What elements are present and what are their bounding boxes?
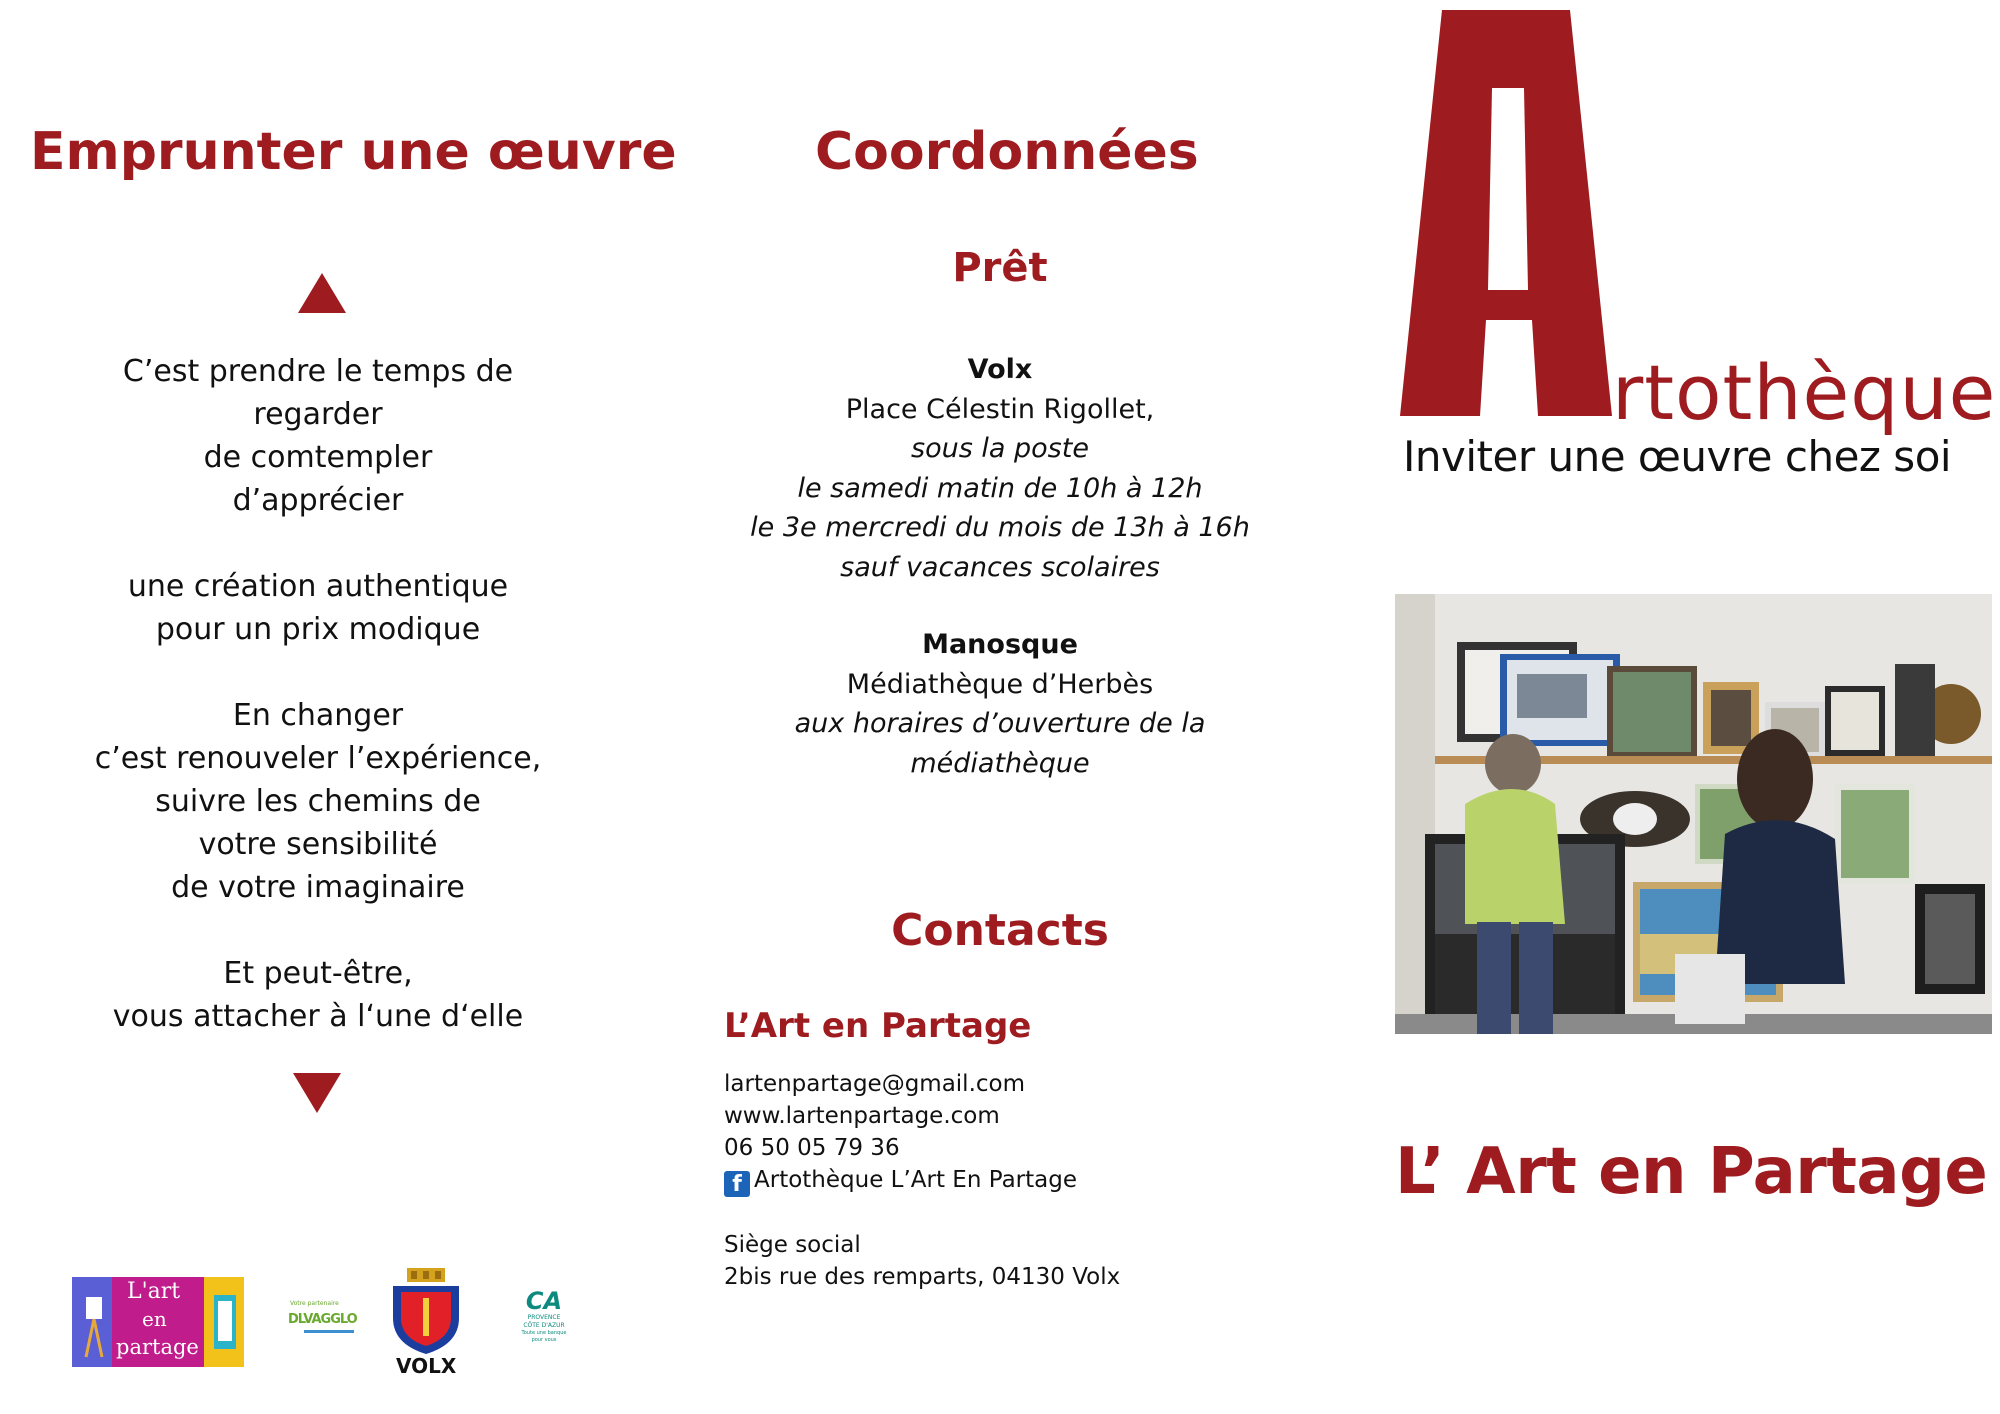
facebook-icon: f — [724, 1171, 750, 1197]
org-name: L’Art en Partage — [724, 1006, 1032, 1046]
lart-logo-line3: partage — [116, 1335, 199, 1359]
volx-hours-3: sauf vacances scolaires — [840, 551, 1160, 583]
title-rest: rtothèque — [1612, 348, 1997, 437]
facebook-label: Artothèque L’Art En Partage — [754, 1167, 1077, 1193]
left-line: c’est renouveler l’expérience, — [94, 741, 542, 776]
big-letter-a-shape — [1400, 10, 1612, 416]
manosque-place: Médiathèque d’Herbès — [846, 668, 1154, 700]
volx-name: Volx — [967, 354, 1033, 385]
left-line: une création authentique — [127, 569, 509, 604]
hq-label: Siège social — [724, 1232, 861, 1258]
triangle-down-icon — [293, 1073, 341, 1113]
volx-detail: sous la poste — [911, 433, 1089, 464]
contact-email[interactable]: lartenpartage@gmail.com — [724, 1071, 1026, 1097]
left-title: Emprunter une œuvre — [30, 122, 677, 182]
manosque-hours-2: médiathèque — [910, 747, 1090, 779]
left-line: Et peut-être, — [223, 956, 413, 991]
volx-hours-2: le 3e mercredi du mois de 13h à 16h — [750, 512, 1250, 543]
volx-block — [700, 350, 1300, 587]
left-line: suivre les chemins de — [155, 784, 481, 819]
big-letter-text — [1400, 10, 1401, 11]
ca-logo-line3: Toute une banque — [521, 1330, 567, 1336]
left-line: de votre imaginaire — [171, 870, 465, 905]
left-line: pour un prix modique — [155, 612, 481, 647]
volx-logo-label: VOLX — [396, 1354, 457, 1378]
big-letter-a — [1400, 10, 1612, 416]
dlva-logo — [288, 1300, 370, 1344]
footer-title: L’ Art en Partage — [1395, 1135, 1988, 1209]
volx-hours-1: le samedi matin de 10h à 12h — [797, 472, 1203, 504]
left-line: de comtempler — [203, 440, 433, 475]
contact-phone: 06 50 05 79 36 — [724, 1135, 900, 1161]
left-line: En changer — [232, 698, 404, 733]
contacts-title: Contacts — [891, 905, 1109, 956]
lart-logo-line1: L'art — [127, 1279, 181, 1304]
triangle-up-icon — [298, 273, 346, 313]
middle-title: Coordonnées — [815, 122, 1199, 182]
contact-website[interactable]: www.lartenpartage.com — [724, 1103, 1000, 1129]
contact-list — [724, 1068, 1120, 1293]
left-line: votre sensibilité — [198, 827, 438, 862]
ca-logo-line4: pour vous — [531, 1337, 557, 1343]
left-line: regarder — [253, 397, 383, 432]
left-line: C’est prendre le temps de — [122, 354, 514, 389]
ca-logo-line1: PROVENCE — [527, 1314, 561, 1321]
hq-address: 2bis rue des remparts, 04130 Volx — [724, 1264, 1121, 1290]
credit-agricole-logo — [516, 1288, 572, 1352]
ca-logo-name: CA — [525, 1287, 563, 1315]
ca-logo-line2: CÔTE D'AZUR — [523, 1322, 565, 1329]
pret-title: Prêt — [952, 245, 1048, 291]
tagline: Inviter une œuvre chez soi — [1403, 432, 1952, 481]
left-line: vous attacher à l‘une d‘elle — [112, 999, 524, 1034]
gallery-photo — [1395, 594, 1992, 1034]
contact-facebook[interactable] — [724, 1164, 1120, 1197]
left-text — [28, 350, 608, 1038]
manosque-block — [700, 625, 1300, 783]
left-line: d’apprécier — [232, 483, 404, 518]
manosque-name: Manosque — [922, 629, 1078, 660]
manosque-hours-1: aux horaires d’ouverture de la — [794, 708, 1206, 739]
lart-en-partage-logo — [72, 1277, 244, 1367]
volx-address: Place Célestin Rigollet, — [845, 393, 1155, 425]
lart-logo-line2: en — [142, 1307, 167, 1331]
dlva-logo-name: DLVAGGLO — [288, 1312, 357, 1327]
dlva-logo-top: Votre partenaire — [290, 1300, 339, 1307]
volx-coat-of-arms-logo — [385, 1268, 467, 1378]
